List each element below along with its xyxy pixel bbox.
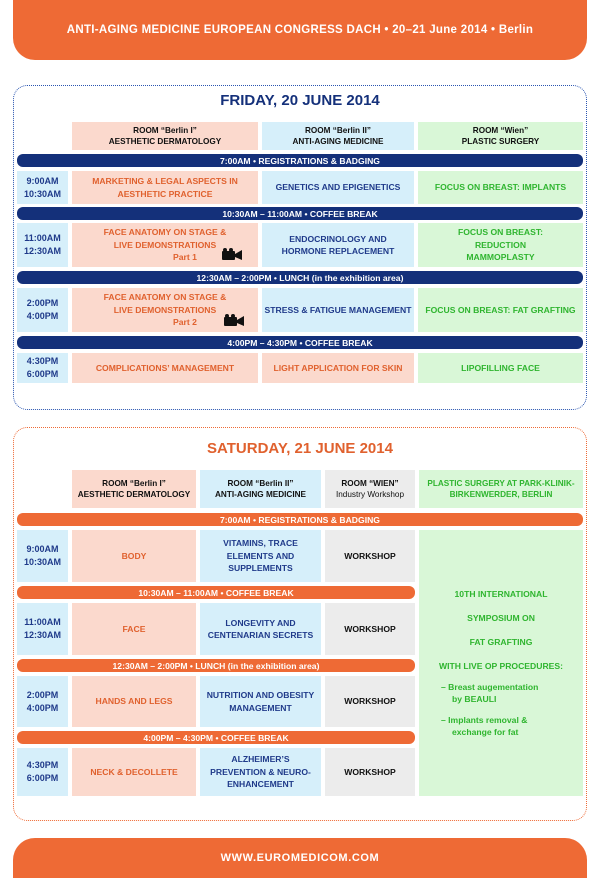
saturday-s1-berlin2: VITAMINS, TRACE ELEMENTS AND SUPPLEMENTS: [200, 530, 321, 582]
room-line2: PLASTIC SURGERY: [461, 137, 540, 146]
time-start: 2:00PM: [26, 298, 59, 309]
friday-title: FRIDAY, 20 JUNE 2014: [220, 92, 380, 109]
time-end: 6:00PM: [26, 773, 59, 783]
session-line1: FACE ANATOMY ON STAGE &: [103, 292, 227, 303]
room-line2: AESTHETIC DERMATOLOGY: [108, 137, 222, 146]
symposium-line1: 10TH INTERNATIONAL: [454, 589, 548, 599]
symposium-line2: SYMPOSIUM ON: [467, 613, 535, 623]
friday-s1-berlin1: MARKETING & LEGAL ASPECTS IN AESTHETIC PRACTICE: [72, 171, 258, 204]
time-end: 10:30AM: [23, 557, 61, 567]
symposium-line3: FAT GRAFTING: [469, 637, 533, 647]
time-end: 6:00PM: [26, 369, 59, 379]
symposium-bullet2: – Implants removal &: [441, 715, 528, 725]
saturday-lunch-bar: 12:30AM – 2:00PM • LUNCH (in the exhibition area): [17, 659, 415, 672]
room-line1: ROOM “Berlin I”: [133, 125, 197, 135]
friday-time-4: [17, 353, 68, 383]
header-banner: [13, 0, 587, 60]
room-line2: AESTHETIC DERMATOLOGY: [77, 490, 191, 499]
saturday-registration-bar: 7:00AM • REGISTRATIONS & BADGING: [17, 513, 583, 526]
room-line2: ANTI-AGING MEDICINE: [215, 490, 306, 499]
friday-time-3: [17, 288, 68, 332]
saturday-coffee-bar-2: 4:00PM – 4:30PM • COFFEE BREAK: [17, 731, 415, 744]
friday-s2-wien: FOCUS ON BREAST: REDUCTION MAMMOPLASTY: [418, 223, 583, 267]
session-part: Part 1: [173, 252, 197, 263]
time-end: 4:00PM: [26, 702, 59, 713]
time-start: 2:00PM: [26, 689, 59, 700]
room-line1: ROOM “Berlin II”: [305, 125, 371, 135]
friday-time-1: [17, 171, 68, 204]
session-line2: LIVE DEMONSTRATIONS: [113, 239, 217, 250]
friday-s3-berlin2: STRESS & FATIGUE MANAGEMENT: [262, 288, 414, 332]
friday-s4-wien: LIPOFILLING FACE: [418, 353, 583, 383]
friday-s2-berlin1: [72, 223, 258, 267]
saturday-room-park-klinik: [419, 470, 583, 508]
saturday-s3-wien: WORKSHOP: [325, 676, 415, 727]
saturday-room-berlin2: [200, 470, 321, 508]
saturday-room-wien: [325, 470, 415, 508]
header-title: ANTI-AGING MEDICINE EUROPEAN CONGRESS DACH • 20–21 June 2014 • Berlin: [66, 24, 534, 36]
saturday-time-1: [17, 530, 68, 582]
symposium-bullet1: – Breast augementation: [441, 682, 539, 692]
saturday-s4-berlin2: ALZHEIMER’S PREVENTION & NEURO-ENHANCEMENT: [200, 748, 321, 796]
saturday-time-4: [17, 748, 68, 796]
friday-coffee-bar-2: 4:00PM – 4:30PM • COFFEE BREAK: [17, 336, 583, 349]
symposium-text: [419, 588, 583, 738]
friday-room-wien: [418, 122, 583, 150]
friday-time-2: [17, 223, 68, 267]
room-line2: ANTI-AGING MEDICINE: [292, 137, 384, 146]
symposium-bullet1-cont: by BEAULI: [452, 694, 497, 704]
time-start: 9:00AM: [26, 544, 59, 555]
session-part: Part 2: [173, 317, 197, 328]
friday-s2-berlin2: ENDOCRINOLOGY AND HORMONE REPLACEMENT: [262, 223, 414, 267]
time-start: 4:30PM: [26, 356, 59, 367]
room-line1: ROOM “Berlin II”: [227, 478, 294, 488]
saturday-coffee-bar-1: 10:30AM – 11:00AM • COFFEE BREAK: [17, 586, 415, 599]
video-camera-icon: [222, 248, 242, 260]
room-line2: Industry Workshop: [335, 490, 405, 499]
time-start: 9:00AM: [26, 175, 59, 186]
saturday-s2-berlin2: LONGEVITY AND CENTENARIAN SECRETS: [200, 603, 321, 655]
saturday-s4-berlin1: NECK & DECOLLETE: [72, 748, 196, 796]
room-line1: ROOM “Berlin I”: [102, 478, 166, 488]
time-start: 4:30PM: [26, 760, 59, 771]
time-end: 4:00PM: [26, 311, 59, 321]
friday-lunch-bar: 12:30AM – 2:00PM • LUNCH (in the exhibition area): [17, 271, 583, 284]
room-line1: PLASTIC SURGERY AT PARK-KLINIK-: [427, 478, 575, 488]
friday-room-berlin2: [262, 122, 414, 150]
time-end: 12:30AM: [23, 630, 61, 640]
time-start: 11:00AM: [24, 617, 61, 628]
saturday-s3-berlin2: NUTRITION AND OBESITY MANAGEMENT: [200, 676, 321, 727]
footer-banner: [13, 838, 587, 878]
video-camera-icon: [224, 314, 244, 326]
room-line1: ROOM “WIEN”: [341, 478, 399, 488]
friday-registration-bar: 7:00AM • REGISTRATIONS & BADGING: [17, 154, 583, 167]
session-line1: FACE ANATOMY ON STAGE &: [103, 227, 227, 238]
friday-s3-wien: FOCUS ON BREAST: FAT GRAFTING: [418, 288, 583, 332]
room-line1: ROOM “Wien”: [472, 125, 529, 135]
saturday-s2-berlin1: FACE: [72, 603, 196, 655]
time-start: 11:00AM: [24, 233, 61, 244]
friday-s4-berlin1: COMPLICATIONS’ MANAGEMENT: [72, 353, 258, 383]
time-end: 12:30AM: [23, 246, 61, 256]
symposium-line4: WITH LIVE OP PROCEDURES:: [439, 661, 563, 671]
friday-coffee-bar-1: 10:30AM – 11:00AM • COFFEE BREAK: [17, 207, 583, 220]
friday-s1-berlin2: GENETICS AND EPIGENETICS: [262, 171, 414, 204]
saturday-s1-wien: WORKSHOP: [325, 530, 415, 582]
saturday-title: SATURDAY, 21 JUNE 2014: [207, 440, 393, 457]
symposium-bullet2-cont: exchange for fat: [452, 727, 519, 737]
saturday-room-berlin1: [72, 470, 196, 508]
saturday-s1-berlin1: BODY: [72, 530, 196, 582]
saturday-time-2: [17, 603, 68, 655]
session-line2: LIVE DEMONSTRATIONS: [113, 304, 217, 315]
footer-url[interactable]: WWW.EUROMEDICOM.COM: [220, 852, 380, 864]
friday-s4-berlin2: LIGHT APPLICATION FOR SKIN: [262, 353, 414, 383]
time-end: 10:30AM: [23, 188, 61, 199]
saturday-s3-berlin1: HANDS AND LEGS: [72, 676, 196, 727]
room-line2: BIRKENWERDER, BERLIN: [449, 490, 553, 499]
friday-room-berlin1: [72, 122, 258, 150]
friday-s1-wien: FOCUS ON BREAST: IMPLANTS: [418, 171, 583, 204]
saturday-s2-wien: WORKSHOP: [325, 603, 415, 655]
saturday-time-3: [17, 676, 68, 727]
saturday-s4-wien: WORKSHOP: [325, 748, 415, 796]
